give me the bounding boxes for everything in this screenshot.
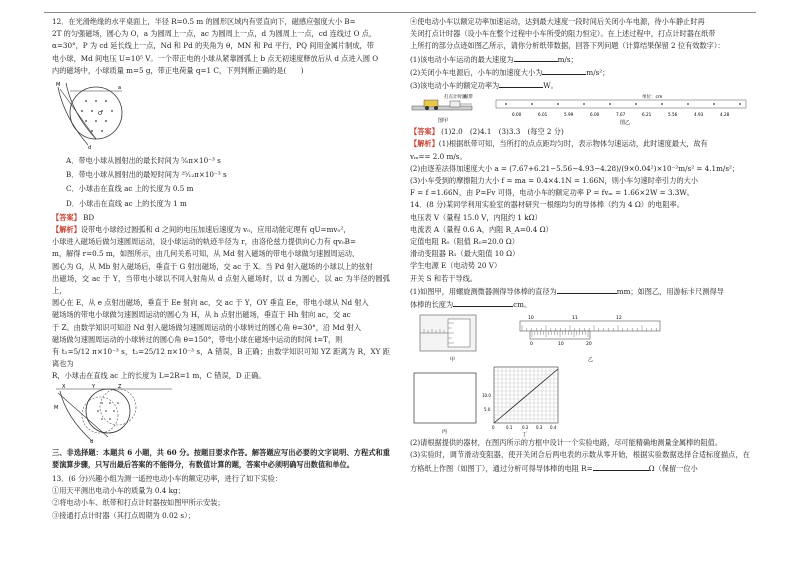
svg-text:Y: Y: [92, 383, 96, 390]
question-14: [410, 199, 750, 311]
tape-value-label: 5.56: [668, 112, 678, 118]
analysis-line: vₘ== 2.0 m/s。: [410, 151, 467, 161]
analysis-tag: 【解析】: [52, 225, 81, 235]
q12-answer: [52, 212, 390, 224]
q12-option-d: D．小球击在直线 ac 上的长度为 1 m: [66, 198, 187, 208]
timer-label: 打点计时器: [444, 95, 467, 101]
analysis-line: 设带电小球经过圆弧和 d 之间的电压加速后速度为 v₀，应用动能定理有 qU=mv₀²，: [80, 225, 351, 235]
tape-dot: [661, 103, 663, 105]
question-13: [52, 473, 390, 522]
fig-jia-label: 甲: [450, 357, 456, 364]
svg-text:a: a: [118, 85, 122, 92]
equipment-item: 电压表 V（量程 15.0 V，内阻约 1 kΩ）: [410, 212, 542, 222]
equipment-item: 定值电阻 R₀（阻值 R₀=20.0 Ω）: [410, 237, 519, 247]
q13-intro: 13．(6 分)兴趣小组为测一遥控电动小车的额定功率，进行了如下实验：: [52, 474, 283, 484]
svg-text:d: d: [90, 438, 94, 445]
tape-value-label: 6.00: [590, 112, 600, 118]
q12-line: 12．在光滑绝缘的水平桌面上，半径 R=0.5 m 的圆形区域内有竖直向下，磁感应强度大小 B=: [52, 17, 356, 26]
unit-text: W。: [543, 81, 558, 91]
tape-dot: [505, 103, 507, 105]
left-column: [52, 16, 390, 522]
instrument-figures: [410, 311, 750, 437]
tape-dot: [557, 103, 559, 105]
q13-step: ②将电动小车、纸带和打点计时器按如图甲所示安装；: [52, 498, 225, 508]
magnetic-field-diagram: [52, 77, 172, 153]
svg-text:M: M: [54, 404, 59, 411]
question-text: (1)如图甲，用螺旋测微器测得导体棒的直径为: [410, 286, 557, 296]
tape-value-label: 4.28: [720, 112, 730, 118]
tape-value-label: 4.93: [694, 112, 704, 118]
tape-label: 纸带: [464, 95, 473, 101]
q14-intro: 14．(8 分)某同学利用实验室的器材研究一根细均匀的导体棒（约为 4 Ω）的电阻率。: [410, 200, 684, 210]
analysis-tag: 【解析】: [410, 139, 439, 149]
tape-dot: [609, 103, 611, 105]
analysis-line: 于 Z。由数学知识可知沿 Nd 射入磁场做匀速圆周运动的小球转过的圆心角 θ=30°，沿 Md 射入: [52, 322, 362, 332]
q12-figure: [52, 77, 390, 153]
answer-blank[interactable]: [499, 79, 543, 88]
vernier-bottom-label: 10: [558, 342, 564, 348]
paper-tape: [496, 100, 746, 108]
equipment-item: 滑动变阻器 R₁（最大阻值 10 Ω）: [410, 249, 520, 259]
graph-x-label: 0.3: [536, 425, 543, 431]
graph-x-label: 0.1: [506, 425, 513, 431]
analysis-line: 磁场做匀速圆周运动的小球转过的圆心角 θ=150°，带电小球在磁场中运动的时间 t=T，则: [52, 334, 343, 344]
q13-cont-line: 关闭打点计时器（设小车在整个过程中小车所受的阻力恒定）。在上述过程中，打点计时器在纸带: [410, 29, 716, 39]
tape-value-label: 7.67: [616, 112, 626, 118]
section-3-heading: 三、非选择题：本题共 6 小题，共 60 分。按题目要求作答。解答题应写出必要的文字说明、方程式和重要演算步骤，只写出最后答案的不能得分，有数值计算的题，答案中必须明确写出数值和单位。: [52, 447, 390, 469]
trajectory-diagram: [52, 383, 192, 445]
analysis-line: 有 t₁=5/12 π×10⁻³ s，t₂=25/12 π×10⁻³ s，A 错误，B 正确；由数学知识可知 YZ 距离为 R，XY 距离也为: [52, 347, 390, 369]
tape-dot: [635, 103, 637, 105]
micrometer-figure: [420, 315, 476, 363]
analysis-line: (3)小车受到的摩擦阻力大小 f = ma = 0.4×4.1N = 1.66N，则小车匀速时牵引力的大小: [410, 176, 698, 186]
unit-label: 单位：cm: [642, 95, 663, 101]
question-text: (2)关闭小车电源后，小车的加速度大小为: [410, 67, 543, 77]
unit-text: m/s；: [557, 54, 578, 64]
answer-blank[interactable]: [542, 66, 586, 75]
q12-option-c: C．小球击在直线 ac 上的长度为 0.5 m: [66, 184, 194, 194]
tape-dot: [531, 103, 533, 105]
q12-line: 2T 的匀强磁场，圆心为 O，a 为圆周上一点，ac 为圆周上一点，d 为圆周上一点，cd 连线过 O 点，: [52, 29, 377, 39]
q14-figures: [410, 311, 750, 437]
graph-x-label: 0.4: [550, 425, 557, 431]
analysis-line: 圆心在 E，从 e 点射出磁场，垂直于 Ee 射向 ac，交 ac 于 Y，OY 垂直 Ee，带电小球从 Nd 射入: [52, 298, 369, 308]
q12-analysis: [52, 224, 390, 383]
q13-cont-line: ④使电动小车以额定功率加速运动，达到最大速度一段时间后关闭小车电源，待小车静止时再: [410, 17, 705, 26]
fig-bing-label: 丙: [442, 429, 448, 436]
unit-text: m/s²；: [586, 67, 610, 77]
answer-blank[interactable]: [557, 285, 617, 294]
answer-value: BD: [83, 212, 95, 222]
svg-text:O: O: [98, 111, 102, 118]
q13-question-2: [410, 66, 750, 79]
ticker-tape-diagram: [410, 92, 750, 126]
top-rule: [44, 12, 756, 13]
q12-line: 电小球，Md 间电压 U=10⁵ V。一个带正电的小球从紧靠圆弧上 b 点无初速度释放后从 d 点进入圆 O: [52, 53, 379, 63]
answer-blank[interactable]: [593, 462, 649, 471]
tape-value-label: 6.21: [642, 112, 652, 118]
equipment-item: 电流表 A（量程 0.6 A，内阻 R_A=0.4 Ω）: [410, 224, 553, 234]
answer-blank[interactable]: [453, 298, 513, 307]
vernier-top-label: 11: [572, 316, 578, 322]
fig-ding-label: 丁: [522, 432, 528, 438]
vernier-top-label: 12: [616, 316, 622, 322]
analysis-line: (1)根据纸带可知，当所打的点点距均匀时，表示物体匀速运动，此时速度最大，故有: [438, 139, 708, 149]
question-text: (3)该电动小车的额定功率为: [410, 81, 500, 91]
q12-line: 内的磁场中，小球质量 m=5 g，带正电荷量 q=1 C，下列判断正确的是( ): [52, 65, 304, 75]
car-icon: [424, 100, 438, 107]
analysis-line: F = f =1.66N，由 P=Fv 可得，电动小车的额定功率 P = fvₘ = 1.66×2W = 3.3W。: [410, 188, 694, 198]
tape-dot: [713, 103, 715, 105]
analysis-line: 圆心为 G，从 Mb 射入磁场后，垂直于 G 射出磁场，交 ac 于 X。当 Pd 射入磁场的小球以上的弦射: [52, 261, 373, 271]
q14-q1: [410, 285, 750, 298]
q14-q3: [410, 449, 750, 474]
tape-dot: [687, 103, 689, 105]
graph-y-label: 10.0: [482, 393, 491, 399]
tape-value-label: 6.01: [538, 112, 548, 118]
tape-value-label: 6.00: [512, 112, 522, 118]
vernier-bottom-label: 0: [530, 342, 533, 348]
question-text: 体棒的长度为: [410, 300, 454, 310]
unit-text: mm；如图乙，用游标卡尺测得导: [616, 286, 724, 296]
vernier-top-label: 10: [528, 316, 534, 322]
q13-step: ③接通打点计时器（其打点周期为 0.02 s）；: [52, 510, 195, 520]
q13-answer: [410, 126, 750, 138]
equipment-item: 开关 S 和若干导线。: [410, 273, 477, 283]
fig-yi-label: 乙: [588, 357, 594, 364]
svg-text:X: X: [62, 383, 66, 390]
analysis-line: 小球进入磁场后做匀速圆周运动，设小球运动的轨迹半径为 r，由洛伦兹力提供向心力有 qv₀B=: [52, 237, 356, 247]
svg-text:M: M: [56, 82, 61, 89]
vernier-bottom-label: 20: [586, 342, 592, 348]
analysis-line: (2)由逐差法得加速度大小 a = (7.67+6.21−5.56−4.93−4.28)/(9×0.04²)×10⁻²m/s² = 4.1m/s²；: [410, 163, 740, 173]
circuit-design-box: [414, 373, 476, 423]
right-column: [410, 16, 750, 475]
answer-blank[interactable]: [514, 53, 558, 62]
timer-icon: [450, 101, 460, 107]
vernier-caliper-figure: [520, 315, 660, 363]
fig-yi-label: 图乙: [620, 120, 631, 127]
answer-value: (1)2.0 (2)4.1 (3)3.3 (每空 2 分): [441, 127, 564, 137]
analysis-line: m，解得 r=0.5 m，如图所示，由几何关系可知，从 Md 射入磁场的带电小球做匀速圆周运动，: [52, 249, 360, 259]
graph-x-label: 0.2: [522, 425, 529, 431]
q12-option-a: A．带电小球从圆射出的最长时间为 ⁵⁄₆π×10⁻³ s: [66, 156, 221, 166]
q12-line: α=30°，P 为 cd 延长线上一点，Nd 和 Pd 的夹角为 θ，MN 和 Pd 平行，PQ 间用金属片制成，带: [52, 41, 374, 51]
tape-dot: [583, 103, 585, 105]
equipment-item: 学生电源 E（电动势 20 V）: [410, 261, 502, 271]
q13-question-1: [410, 53, 750, 66]
unit-text: cm。: [513, 300, 532, 310]
question-text: (3)实验时，调节滑动变阻器，使开关闭合后两电表的示数从零开始，根据实验数据选择合适标度描点，在方格纸上作图（如图丁），通过分析可得导体棒的电阻 R=: [410, 450, 750, 473]
graph-x-label: 0: [492, 425, 495, 431]
analysis-line: R，小球击在直线 ac 上的长度为 L=2R=1 m，C 错误，D 正确。: [52, 371, 266, 381]
q12-analysis-figure: [52, 383, 390, 445]
q12-option-b: B．带电小球从圆射出的最短时间为 ²⁵⁄₁₂π×10⁻³ s: [66, 170, 227, 180]
fig-jia-label: 图甲: [438, 118, 449, 125]
q14-q1b: [410, 298, 750, 311]
q13-cont-line: 上所打的部分点迹如图乙所示，请你分析纸带数据，回答下列问题（计算结果保留 2 位有效数字）：: [410, 41, 725, 51]
q13-step: ①用天平测出电动小车的质量为 0.4 kg；: [52, 486, 185, 496]
q13-question-3: [410, 79, 750, 92]
question-text: (1)该电动小车运动的最大速度为: [410, 54, 514, 64]
question-12: [52, 16, 390, 77]
tape-dot: [739, 103, 741, 105]
svg-text:Z: Z: [118, 383, 122, 390]
q14-q2: (2)请根据提供的器材，在图丙所示的方框中设计一个实验电路，尽可能精确地测量金属棒的阻值。: [410, 438, 723, 448]
iv-graph: [482, 367, 558, 437]
tape-figure: [410, 92, 750, 126]
answer-tag: 【答案】: [410, 127, 439, 137]
analysis-line: 出磁场，交 ac 于 Y，当带电小球以不同入射角从 d 点射入磁场时，以 d 为圆心，以 ac 为半径的圆弧上，: [52, 273, 390, 296]
unit-text: Ω（保留一位小: [648, 463, 698, 473]
answer-tag: 【答案】: [52, 212, 81, 222]
analysis-line: 磁场场的带电小球做匀速圆周运动的圆心为 H，从 h 点射出磁场，垂直于 Hh 射向 ac，交 ac: [52, 310, 351, 320]
tape-value-label: 5.99: [564, 112, 574, 118]
graph-y-label: 5.0: [484, 407, 491, 413]
svg-text:d: d: [88, 145, 92, 152]
